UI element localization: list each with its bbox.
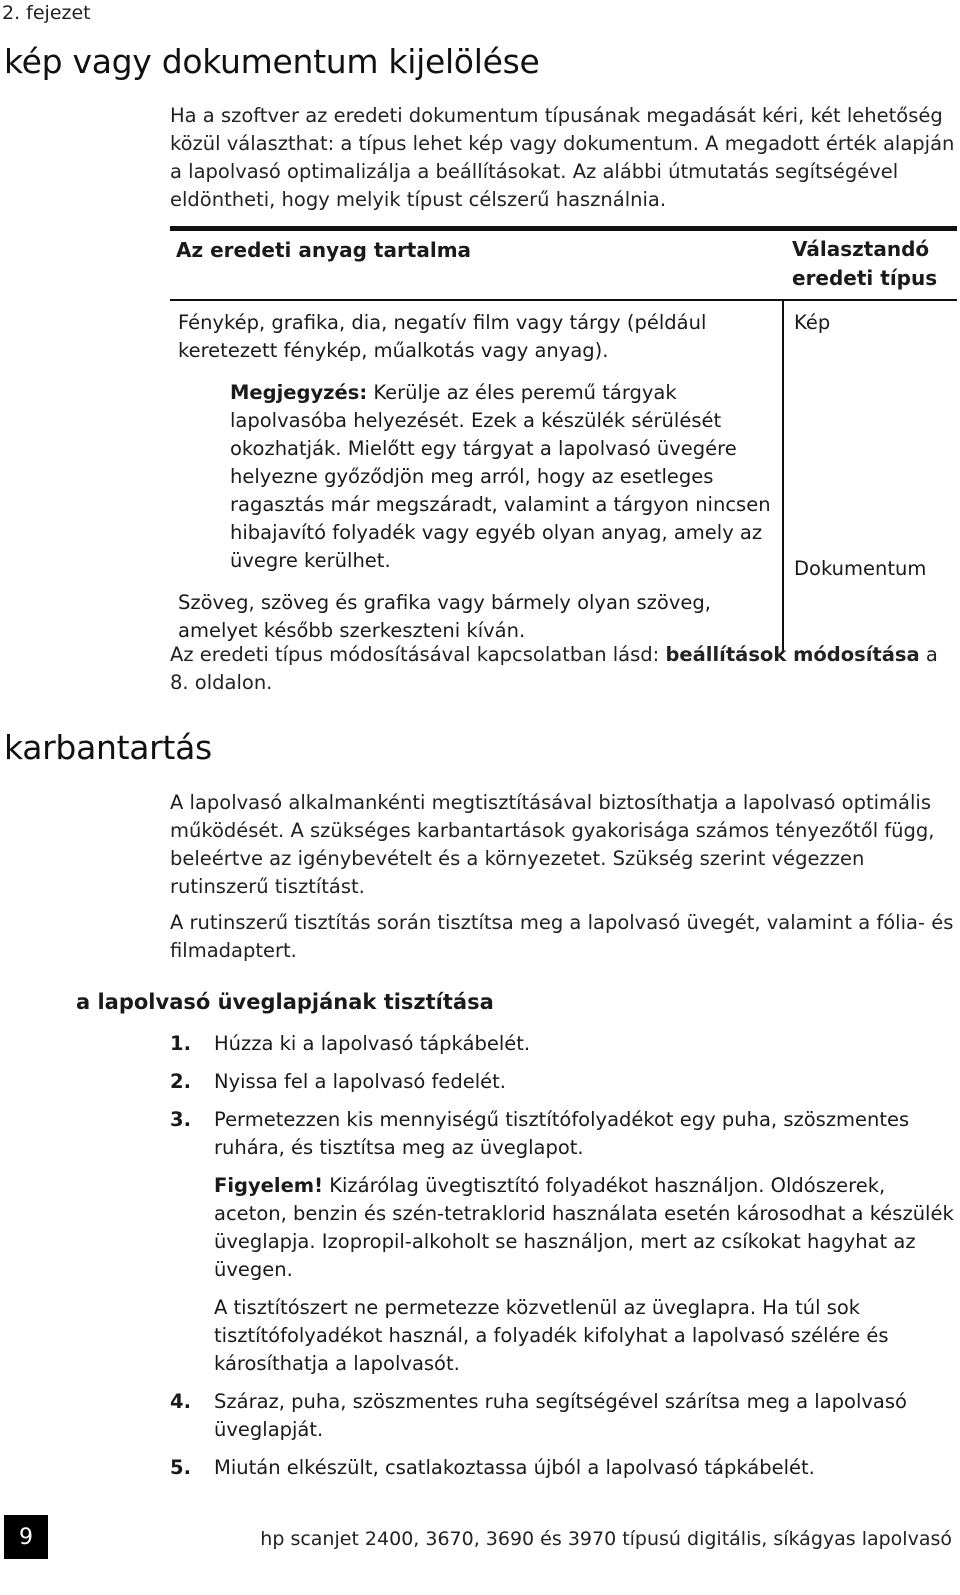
list-item [170,1454,955,1482]
step-number: 2. [170,1070,191,1093]
list-item [170,1106,955,1378]
list-item [170,1068,955,1096]
step-body [214,1106,955,1378]
chapter-label: 2. fejezet [2,2,91,24]
note-label: Megjegyzés: [230,381,368,404]
step-number: 4. [170,1390,191,1413]
table-cell-content [170,301,782,651]
footer-product-name: hp scanjet 2400, 3670, 3690 és 3970 típusú digitális, síkágyas lapolvasó [260,1528,952,1550]
step-text: Nyissa fel a lapolvasó fedelét. [214,1070,507,1093]
section-title-maintenance: karbantartás [4,728,212,767]
row2-type: Dokumentum [794,557,927,580]
table-header [170,231,957,299]
step-text: Miután elkészült, csatlakoztassa újból a lapolvasó tápkábelét. [214,1456,815,1479]
row1-type: Kép [794,311,831,334]
reference-text: Az eredeti típus módosításával kapcsolatban lásd: [170,643,666,666]
row1-content: Fénykép, grafika, dia, negatív film vagy tárgy (például keretezett fénykép, műalkotás vagy anyag). [178,311,707,362]
table-row [170,301,957,651]
intro-paragraph: Ha a szoftver az eredeti dokumentum típusának megadását kéri, két lehetőség közül választhat: a típus lehet kép vagy dokumentum. A megadott érték alapján a lapolvasó optimalizálja a beállításokat. Az alábbi útmutatás segítségével eldöntheti, hogy melyik típust célszerű használnia. [170,104,955,211]
note-text: Kerülje az éles peremű tárgyak lapolvasóba helyezését. Ezek a készülék sérülését okozhatják. Mielőtt egy tárgyat a lapolvasó üvegére helyezne győződjön meg arról, hogy az esetleges ragasztás már megszáradt, valamint a tárgyon nincsen hibajavító folyadék vagy egyéb olyan anyag, amely az üvegre kerülhet. [230,381,771,572]
reference-page: a 8. oldalon. [170,643,938,694]
settings-link[interactable]: beállítások módosítása [665,643,920,666]
note-block [230,379,782,575]
warning-text: Kizárólag üvegtisztító folyadékot használjon. Oldószerek, aceton, benzin és szén-tetraklorid használata esetén károsodhat a készülék üveglapja. Izopropil-alkoholt se használjon, mert az csíkokat hagyhat az üvegen. [214,1174,954,1281]
table-header-type: Választandó eredeti típus [792,237,938,290]
step-number: 3. [170,1108,191,1131]
section-title-glass-cleaning: a lapolvasó üveglapjának tisztítása [76,990,494,1014]
list-item [170,1030,955,1058]
table-header-content: Az eredeti anyag tartalma [176,238,472,262]
step-number: 5. [170,1456,191,1479]
warning-label: Figyelem! [214,1174,324,1197]
table-cell-type [782,301,957,651]
warning-block [214,1172,955,1284]
step-text: Húzza ki a lapolvasó tápkábelét. [214,1032,531,1055]
row2-content: Szöveg, szöveg és grafika vagy bármely olyan szöveg, amelyet később szerkeszteni kíván. [178,591,711,642]
section-title-image-or-document: kép vagy dokumentum kijelölése [4,42,540,81]
step-text: Permetezzen kis mennyiségű tisztítófolyadékot egy puha, szöszmentes ruhára, és tisztítsa meg az üveglapot. [214,1108,910,1159]
maintenance-paragraph-2: A rutinszerű tisztítás során tisztítsa meg a lapolvasó üvegét, valamint a fólia- és filmadaptert. [170,911,954,962]
warning-text-2: A tisztítószert ne permetezze közvetlenül az üveglapra. Ha túl sok tisztítófolyadékot használ, a folyadék kifolyhat a lapolvasó szélére és károsíthatja a lapolvasót. [214,1296,889,1375]
change-type-reference [170,641,955,697]
page-number: 9 [4,1515,48,1559]
original-type-table [170,226,957,651]
maintenance-paragraph-1: A lapolvasó alkalmankénti megtisztításával biztosíthatja a lapolvasó optimális működését. A szükséges karbantartások gyakorisága számos tényezőtől függ, beleértve az igénybevételt és a környezetet. Szükség szerint végezzen rutinszerű tisztítást. [170,791,935,898]
cleaning-steps [170,1030,955,1492]
step-text: Száraz, puha, szöszmentes ruha segítségével szárítsa meg a lapolvasó üveglapját. [214,1390,907,1441]
list-item [170,1388,955,1444]
step-number: 1. [170,1032,191,1055]
